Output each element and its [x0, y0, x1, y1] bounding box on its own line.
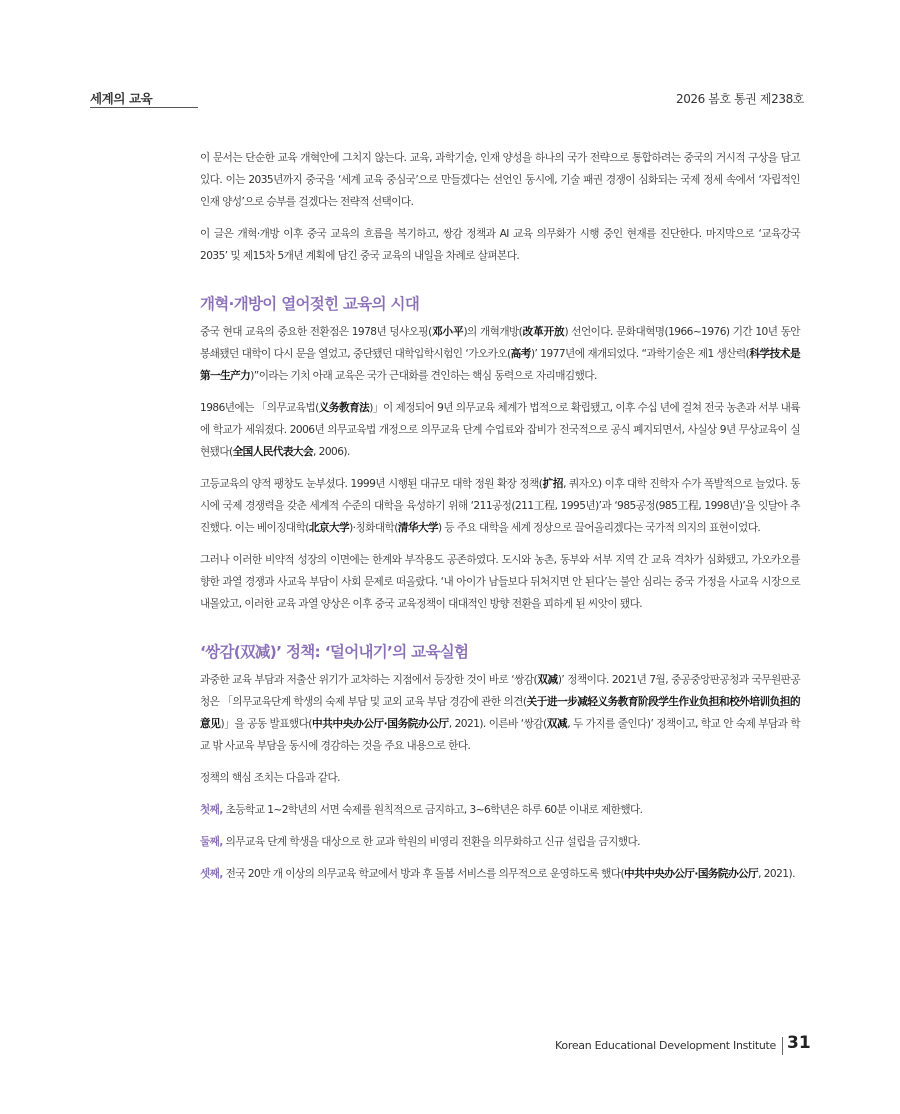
- measure-item-3: 셋째, 전국 20만 개 이상의 의무교육 학교에서 방과 후 돌봄 서비스를 의무적으로 운영하도록 했다(中共中央办公厅·国务院办公厅, 2021).: [200, 868, 795, 880]
- header-issue-label: 2026 봄호 통권 제238호: [675, 92, 804, 106]
- article-body: [200, 147, 800, 895]
- footer-separator: [782, 1037, 783, 1055]
- header-section-label: 세계의 교육: [90, 91, 153, 106]
- measure-item-2: 둘째, 의무교육 단계 학생을 대상으로 한 교과 학원의 비영리 전환을 의무화하고 신규 설립을 금지했다.: [200, 836, 640, 848]
- footer-org-name: Korean Educational Development Institute: [555, 1039, 776, 1052]
- section-2-paragraph-2: 정책의 핵심 조치는 다음과 같다.: [200, 772, 340, 784]
- section-1-heading: 개혁·개방이 열어젖힌 교육의 시대: [200, 295, 420, 313]
- section-1-paragraph-3: 고등교육의 양적 팽창도 눈부셨다. 1999년 시행된 대규모 대학 정원 확장 정책(扩招, 쿼자오) 이후 대학 진학자 수가 폭발적으로 늘었다. 동시에 국제 경쟁력을 갖춘 세계적 수준의 대학을 육성하기 위해 ‘211공정(211工程, 1995년)’과 ‘985공정(985工程, 1998년)’을 잇달아 추진했다. 이는 베이징대학(北京大学)·칭화대학(清华大学) 등 주요 대학을 세계 정상으로 끌어올리겠다는 국가적 의지의 표현이었다.: [200, 478, 800, 534]
- page-number: 31: [787, 1033, 811, 1053]
- section-1-paragraph-1: 중국 현대 교육의 중요한 전환점은 1978년 덩샤오핑(邓小平)의 개혁개방(改革开放) 선언이다. 문화대혁명(1966~1976) 기간 10년 동안 봉쇄됐던 대학이 다시 문을 열었고, 중단됐던 대학입학시험인 ‘가오카오(高考)’ 1977년에 재개되었다. “과학기술은 제1 생산력(科学技术是第一生产力)”이라는 기치 아래 교육은 국가 근대화를 견인하는 핵심 동력으로 자리매김했다.: [200, 326, 801, 382]
- section-1-paragraph-2: 1986년에는 「의무교육법(义务教育法)」이 제정되어 9년 의무교육 체계가 법적으로 확립됐고, 이후 수십 년에 걸쳐 전국 농촌과 서부 내륙에 학교가 세워졌다. 2006년 의무교육법 개정으로 의무교육 단계 수업료와 잡비가 전국적으로 공식 폐지되면서, 사실상 9년 무상교육이 실현됐다(全国人民代表大会, 2006).: [200, 402, 800, 458]
- section-2-heading: ‘쌍감(双减)’ 정책: ‘덜어내기’의 교육실험: [200, 643, 469, 661]
- section-2-paragraph-1: 과중한 교육 부담과 저출산 위기가 교차하는 지점에서 등장한 것이 바로 ‘쌍감(双减)’ 정책이다. 2021년 7월, 중공중앙판공청과 국무원판공청은 「의무교육단계 학생의 숙제 부담 및 교외 교육 부담 경감에 관한 의견(关于进一步减轻义务教育阶段学生作业负担和校外培训负担的意见)」을 공동 발표했다(中共中央办公厅·国务院办公厅, 2021). 이른바 ‘쌍감(双减, 두 가지를 줄인다)’ 정책이고, 학교 안 숙제 부담과 학교 밖 사교육 부담을 동시에 경감하는 것을 주요 내용으로 한다.: [200, 674, 801, 752]
- intro-paragraph-1: 이 문서는 단순한 교육 개혁안에 그치지 않는다. 교육, 과학기술, 인재 양성을 하나의 국가 전략으로 통합하려는 중국의 거시적 구상을 담고 있다. 이는 2035년까지 중국을 ‘세계 교육 중심국’으로 만들겠다는 선언인 동시에, 기술 패권 경쟁이 심화되는 국제 정세 속에서 ‘자립적인 인재 양성’으로 승부를 걸겠다는 전략적 선택이다.: [200, 152, 800, 208]
- section-1-paragraph-4: 그러나 이러한 비약적 성장의 이면에는 한계와 부작용도 공존하였다. 도시와 농촌, 동부와 서부 지역 간 교육 격차가 심화됐고, 가오카오를 향한 과열 경쟁과 사교육 부담이 사회 문제로 떠올랐다. ‘내 아이가 남들보다 뒤처지면 안 된다’는 불안 심리는 중국 가정을 사교육 시장으로 내몰았고, 이러한 교육 과열 양상은 이후 중국 교육정책이 대대적인 방향 전환을 꾀하게 된 씨앗이 됐다.: [200, 554, 800, 610]
- measure-item-1: 첫째, 초등학교 1~2학년의 서면 숙제를 원칙적으로 금지하고, 3~6학년은 하루 60분 이내로 제한했다.: [200, 804, 643, 816]
- measure-item-1-lead: 첫째,: [200, 804, 223, 816]
- measure-item-2-lead: 둘째,: [200, 836, 223, 848]
- header-underline: [90, 107, 198, 108]
- intro-paragraph-2: 이 글은 개혁·개방 이후 중국 교육의 흐름을 복기하고, 쌍감 정책과 AI 교육 의무화가 시행 중인 현재를 진단한다. 마지막으로 ‘교육강국 2035’ 및 제15차 5개년 계획에 담긴 중국 교육의 내일을 차례로 살펴본다.: [200, 228, 800, 262]
- measure-item-3-lead: 셋째,: [200, 868, 223, 880]
